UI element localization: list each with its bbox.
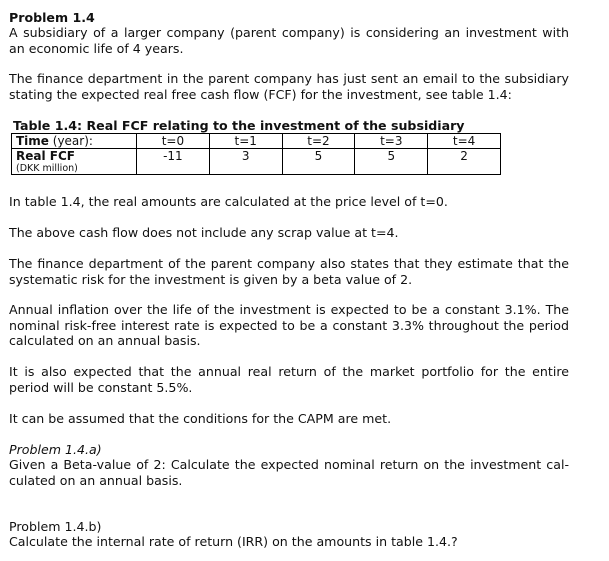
real-amounts-paragraph: In table 1.4, the real amounts are calculated at the price level of t=0. [9,194,448,209]
fcf-value-cell: 2 [428,149,501,175]
scrap-paragraph: The above cash flow does not include any scrap value at t=4. [9,225,399,240]
period-cell: t=0 [137,134,210,149]
time-label [12,134,137,149]
fcf-row [12,149,501,175]
inflation-paragraph: Annual inflation over the life of the investment is expected to be a constant 3.1%. The nominal risk-free interest rate is expected to be a constant 3.3% throughout the period calculated on an annual basis. [9,302,569,348]
period-cell: t=2 [282,134,355,149]
time-label-bold: Time [16,134,49,148]
fcf-table [11,133,501,175]
finance-email-paragraph: The finance department in the parent company has just sent an email to the subsidiary stating the expected real free cash flow (FCF) for the investment, see table 1.4: [9,71,569,102]
fcf-value-cell: 5 [355,149,428,175]
fcf-label [12,149,137,175]
fcf-value-cell: 3 [209,149,282,175]
capm-paragraph: It can be assumed that the conditions for the CAPM are met. [9,411,392,426]
question-b-title: Problem 1.4.b) [9,519,102,534]
fcf-label-text: Real FCF [16,149,75,163]
time-label-rest: (year): [48,134,93,148]
intro-paragraph: A subsidiary of a larger company (parent company) is considering an investment with an economic life of 4 years. [9,25,569,56]
period-cell: t=3 [355,134,428,149]
fcf-value-cell: -11 [137,149,210,175]
market-paragraph: It is also expected that the annual real return of the market portfolio for the entire period will be constant 5.5%. [9,364,569,395]
question-a-title: Problem 1.4.a) [9,442,102,457]
table-caption: Table 1.4: Real FCF relating to the investment of the subsidiary [13,118,465,133]
fcf-unit: (DKK million) [16,163,78,174]
beta-paragraph: The finance department of the parent company also states that they estimate that the systematic risk for the investment is given by a beta value of 2. [9,256,569,287]
period-cell: t=4 [428,134,501,149]
question-a-text: Given a Beta-value of 2: Calculate the expected nominal return on the investment cal-culated on an annual basis. [9,457,569,488]
problem-title: Problem 1.4 [9,10,95,25]
fcf-value-cell: 5 [282,149,355,175]
time-row [12,134,501,149]
period-cell: t=1 [209,134,282,149]
question-b-text: Calculate the internal rate of return (IRR) on the amounts in table 1.4.? [9,534,458,549]
